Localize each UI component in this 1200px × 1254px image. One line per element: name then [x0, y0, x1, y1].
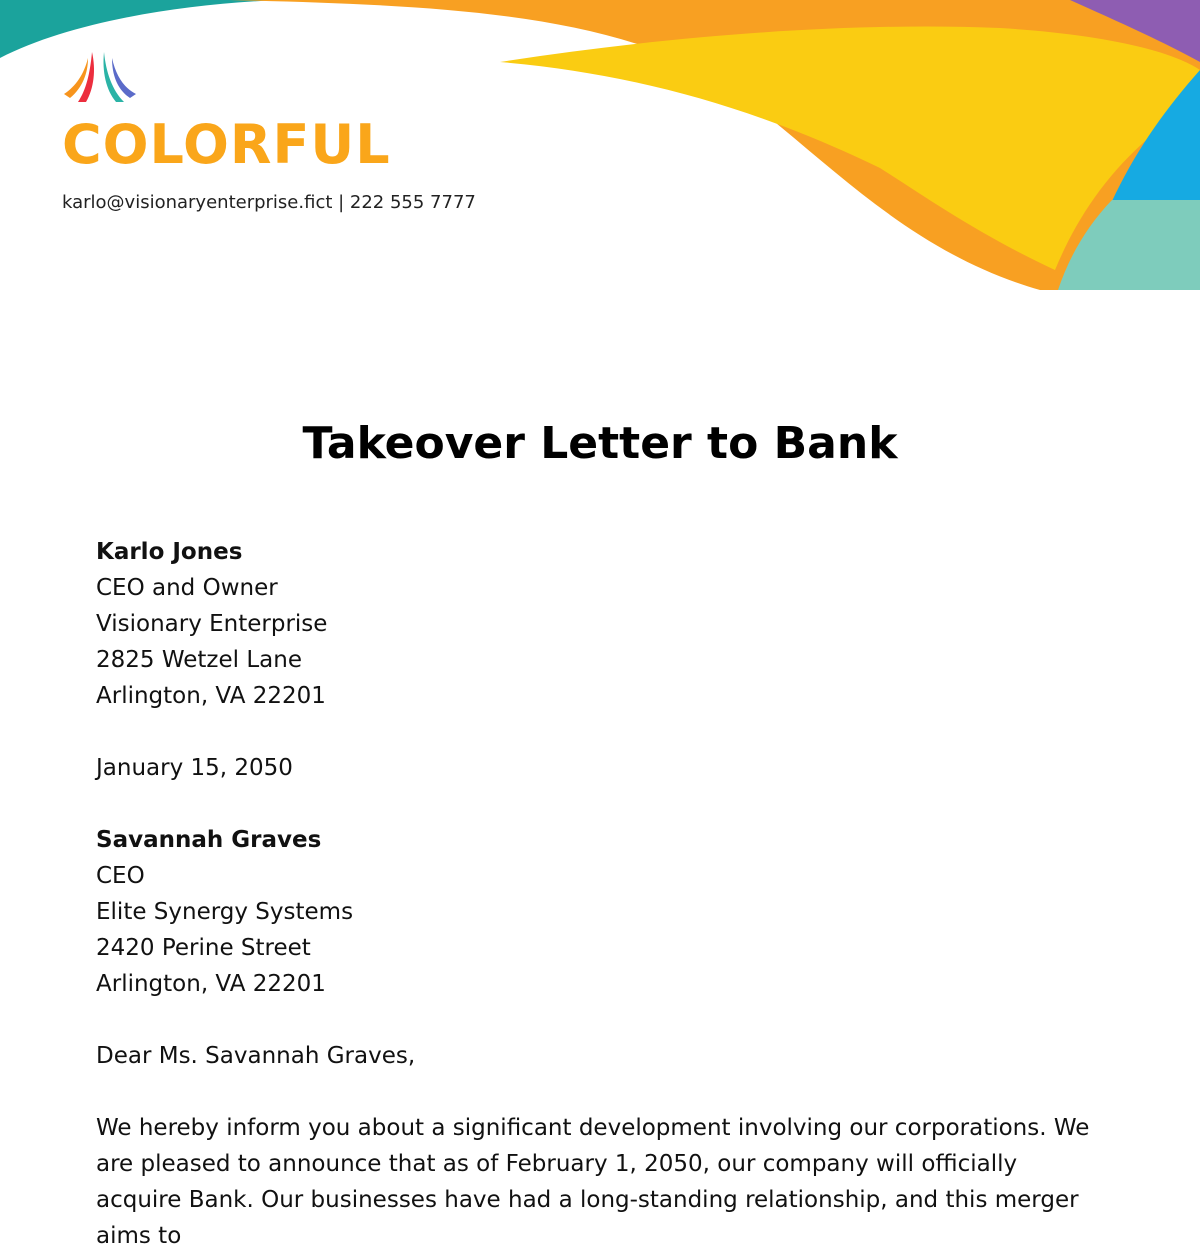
sender-street: 2825 Wetzel Lane — [96, 647, 302, 673]
sender-block — [96, 534, 1106, 714]
letter-body — [96, 534, 1106, 1254]
sender-company: Visionary Enterprise — [96, 611, 328, 637]
document-title: Takeover Letter to Bank — [302, 418, 898, 469]
recipient-street: 2420 Perine Street — [96, 935, 311, 961]
recipient-company: Elite Synergy Systems — [96, 899, 354, 925]
sender-city: Arlington, VA 22201 — [96, 683, 326, 709]
recipient-role: CEO — [96, 863, 145, 889]
contact-info: karlo@visionaryenterprise.fict | 222 555 7777 — [62, 192, 476, 213]
letter-date: January 15, 2050 — [96, 755, 293, 781]
company-logo-icon — [60, 50, 140, 106]
recipient-block — [96, 822, 1106, 1002]
recipient-city: Arlington, VA 22201 — [96, 971, 326, 997]
sender-role: CEO and Owner — [96, 575, 278, 601]
body-paragraph: We hereby inform you about a significant development involving our corporations. We are pleased to announce that as of February 1, 2050, our company will officially acquire Bank. Our businesses have had a long-standing relationship, and this merger aims to — [96, 1115, 1090, 1249]
company-name: COLORFUL — [62, 113, 391, 176]
salutation: Dear Ms. Savannah Graves, — [96, 1043, 416, 1069]
recipient-name: Savannah Graves — [96, 827, 322, 853]
teal-wave — [0, 0, 280, 58]
sender-name: Karlo Jones — [96, 539, 243, 565]
